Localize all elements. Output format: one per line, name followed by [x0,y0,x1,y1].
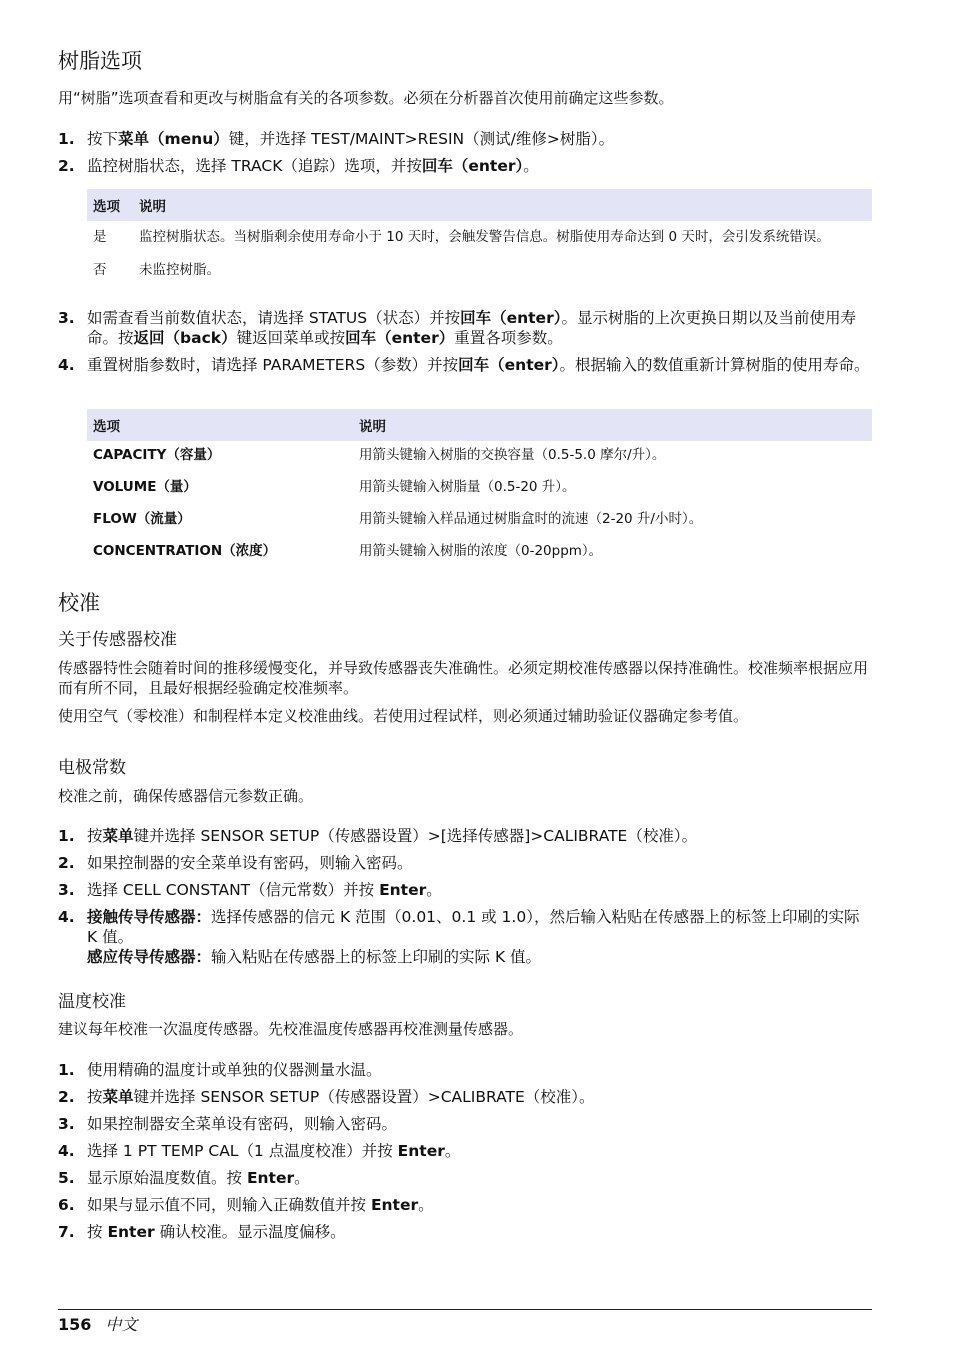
list-item: 5. 显示原始温度数值。按 Enter。 [58,1169,310,1187]
table-row: 是 监控树脂状态。当树脂剩余使用寿命小于 10 天时，会触发警告信息。树脂使用寿命达到 0 天时，会引发系统错误。 [93,229,830,245]
resin-section-title: 树脂选项 [58,49,142,73]
list-item: 3. 如果控制器安全菜单设有密码，则输入密码。 [58,1115,398,1133]
table-row: 否 未监控树脂。 [93,262,220,278]
list-item: 2. 如果控制器的安全菜单设有密码，则输入密码。 [58,854,413,872]
parameters-table [87,409,872,569]
table-row: FLOW（流量） 用箭头键输入样品通过树脂盒时的流速（2-20 升/小时）。 [93,511,703,527]
about-calibration-p1: 传感器特性会随着时间的推移缓慢变化，并导致传感器丧失准确性。必须定期校准传感器以保持准确性。校准频率根据应用而有所不同，且最好根据经验确定校准频率。 [58,659,869,697]
list-item: 2. 按菜单键并选择 SENSOR SETUP（传感器设置）>CALIBRATE（校准）。 [58,1088,595,1106]
page-footer [58,1312,137,1335]
list-item: 1. 按菜单键并选择 SENSOR SETUP（传感器设置）>[选择传感器]>CALIBRATE（校准）。 [58,827,698,845]
footer-divider [58,1309,872,1310]
list-item: 4. 选择 1 PT TEMP CAL（1 点温度校准）并按 Enter。 [58,1142,461,1160]
resin-intro: 用“树脂”选项查看和更改与树脂盒有关的各项参数。必须在分析器首次使用前确定这些参数。 [58,89,674,107]
page-number: 156 [58,1315,92,1334]
list-item: 4. 接触传导传感器：选择传感器的信元 K 范围（0.01、0.1 或 1.0），然后输入粘贴在传感器上的标签上印刷的实际 K 值。 感应传导传感器：输入粘贴在传感器上的标签上印刷的实际 K 值。 [58,908,860,966]
list-item: 1. 使用精确的温度计或单独的仪器测量水温。 [58,1061,382,1079]
about-calibration-heading: 关于传感器校准 [58,630,177,650]
list-item: 7. 按 Enter 确认校准。显示温度偏移。 [58,1223,346,1241]
cell-constant-heading: 电极常数 [58,758,126,778]
list-item: 6. 如果与显示值不同，则输入正确数值并按 Enter。 [58,1196,434,1214]
list-item: 1. 按下菜单（menu）键，并选择 TEST/MAINT>RESIN（测试/维修>树脂）。 [58,130,615,148]
list-item: 3. 选择 CELL CONSTANT（信元常数）并按 Enter。 [58,881,442,899]
temperature-calibration-intro: 建议每年校准一次温度传感器。先校准温度传感器再校准测量传感器。 [58,1020,524,1038]
cell-constant-intro: 校准之前，确保传感器信元参数正确。 [58,787,314,805]
temperature-calibration-steps [58,1060,872,1242]
table-header-row: 选项 说明 [87,409,872,441]
table-row: VOLUME（量） 用箭头键输入树脂量（0.5-20 升）。 [93,479,576,495]
temperature-calibration-heading: 温度校准 [58,992,126,1012]
resin-steps-a [58,129,872,176]
track-options-table [87,189,872,285]
calibration-section-title: 校准 [58,591,100,615]
list-item: 2. 监控树脂状态，选择 TRACK（追踪）选项，并按回车（enter）。 [58,157,539,175]
list-item: 4. 重置树脂参数时，请选择 PARAMETERS（参数）并按回车（enter）。根据输入的数值重新计算树脂的使用寿命。 [58,356,870,374]
about-calibration-p2: 使用空气（零校准）和制程样本定义校准曲线。若使用过程试样，则必须通过辅助验证仪器确定参考值。 [58,707,749,725]
footer-language: 中文 [105,1315,138,1334]
list-item: 3. 如需查看当前数值状态，请选择 STATUS（状态）并按回车（enter）。显示树脂的上次更换日期以及当前使用寿命。按返回（back）键返回菜单或按回车（enter）重置各项参数。 [58,309,856,347]
table-row: CONCENTRATION（浓度） 用箭头键输入树脂的浓度（0-20ppm）。 [93,543,603,559]
table-header-row: 选项 说明 [87,189,872,221]
table-row: CAPACITY（容量） 用箭头键输入树脂的交换容量（0.5-5.0 摩尔/升）。 [93,447,666,463]
resin-steps-b [58,308,872,375]
cell-constant-steps [58,826,872,967]
